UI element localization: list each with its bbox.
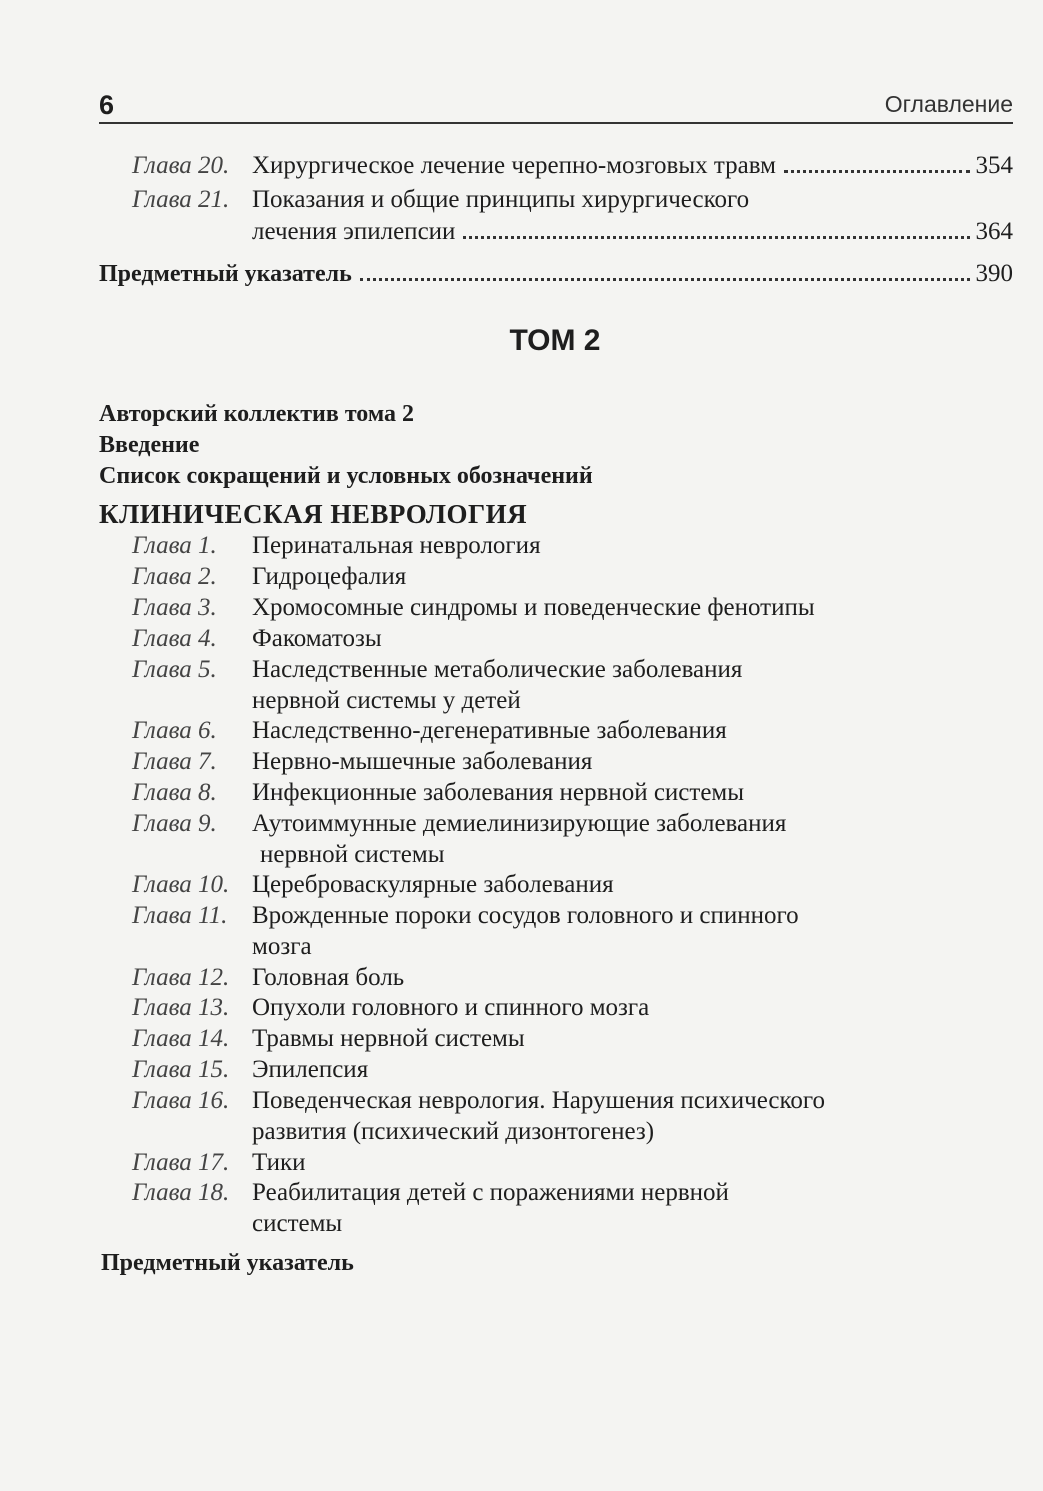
page-number: 6	[99, 90, 115, 120]
header-rule	[99, 122, 1013, 124]
chapter-label: Глава 17.	[132, 1149, 230, 1176]
page-ref: 364	[975, 218, 1013, 245]
chapter-title: Травмы нервной системы	[252, 1025, 525, 1052]
front-matter-authors: Авторский коллектив тома 2	[99, 401, 415, 427]
chapter-title: Наследственные метаболические заболевания	[252, 656, 743, 683]
toc-entry-ch20	[132, 150, 1013, 182]
page-ref: 354	[975, 152, 1013, 179]
chapter-title: Нервно-мышечные заболевания	[252, 748, 593, 775]
chapter-title-line2: мозга	[252, 933, 312, 960]
chapter-label: Глава 9.	[132, 810, 217, 837]
running-title: Оглавление	[884, 91, 1013, 117]
chapter-title-line2: лечения эпилепсии	[252, 218, 456, 245]
chapter-label: Глава 18.	[132, 1179, 230, 1206]
chapter-label: Глава 2.	[132, 563, 217, 590]
chapter-title: Аутоиммунные демиелинизирующие заболевания	[252, 810, 787, 837]
chapter-title-line1: Показания и общие принципы хирургического	[252, 186, 750, 213]
chapter-label: Глава 13.	[132, 994, 230, 1021]
part-title: КЛИНИЧЕСКАЯ НЕВРОЛОГИЯ	[99, 499, 528, 529]
chapter-title: Поведенческая неврология. Нарушения психического	[252, 1087, 826, 1114]
chapter-title: Наследственно-дегенеративные заболевания	[252, 717, 727, 744]
chapter-title: Врожденные пороки сосудов головного и спинного	[252, 902, 799, 929]
chapter-label: Глава 5.	[132, 656, 217, 683]
volume-title: ТОМ 2	[509, 324, 601, 357]
toc-entry-ch21	[132, 184, 1013, 248]
chapter-label: Глава 3.	[132, 594, 217, 621]
chapter-label: Глава 1.	[132, 532, 217, 559]
running-header	[99, 88, 1013, 122]
chapter-label: Глава 16.	[132, 1087, 230, 1114]
chapter-title: Факоматозы	[252, 625, 382, 652]
chapter-title: Опухоли головного и спинного мозга	[252, 994, 650, 1021]
dot-leader	[360, 278, 970, 281]
front-matter-abbreviations: Список сокращений и условных обозначений	[99, 463, 593, 489]
chapter-label: Глава 4.	[132, 625, 217, 652]
chapter-title-line2: нервной системы у детей	[252, 687, 521, 714]
dot-leader	[463, 236, 969, 239]
chapter-label: Глава 10.	[132, 871, 230, 898]
chapter-title: Реабилитация детей с поражениями нервной	[252, 1179, 729, 1206]
chapter-title: Хромосомные синдромы и поведенческие фенотипы	[252, 594, 815, 621]
chapter-title: Тики	[252, 1149, 306, 1176]
chapter-label: Глава 14.	[132, 1025, 230, 1052]
chapter-title-line2: развития (психический дизонтогенез)	[252, 1118, 655, 1145]
front-matter-intro: Введение	[99, 432, 200, 458]
chapter-title: Головная боль	[252, 964, 405, 991]
chapter-label: Глава 8.	[132, 779, 217, 806]
page-ref: 390	[975, 260, 1013, 287]
toc-entry-index-vol1	[99, 258, 1013, 290]
index-title: Предметный указатель	[99, 261, 352, 287]
dot-leader	[784, 170, 970, 173]
chapter-title: Цереброваскулярные заболевания	[252, 871, 614, 898]
chapter-title-line2: системы	[252, 1210, 343, 1237]
chapter-title: Перинатальная неврология	[252, 532, 541, 559]
chapter-label: Глава 12.	[132, 964, 230, 991]
chapter-label: Глава 15.	[132, 1056, 230, 1083]
chapter-title: Гидроцефалия	[252, 563, 407, 590]
chapter-title: Эпилепсия	[252, 1056, 369, 1083]
chapter-label: Глава 6.	[132, 717, 217, 744]
chapter-title-line2: нервной системы	[260, 841, 445, 868]
chapter-label: Глава 20.	[132, 152, 230, 179]
chapter-label: Глава 7.	[132, 748, 217, 775]
chapter-label: Глава 21.	[132, 186, 230, 213]
chapter-title: Хирургическое лечение черепно-мозговых травм	[252, 152, 776, 179]
index-vol2: Предметный указатель	[101, 1250, 354, 1276]
chapter-title: Инфекционные заболевания нервной системы	[252, 779, 745, 806]
chapter-label: Глава 11.	[132, 902, 228, 929]
